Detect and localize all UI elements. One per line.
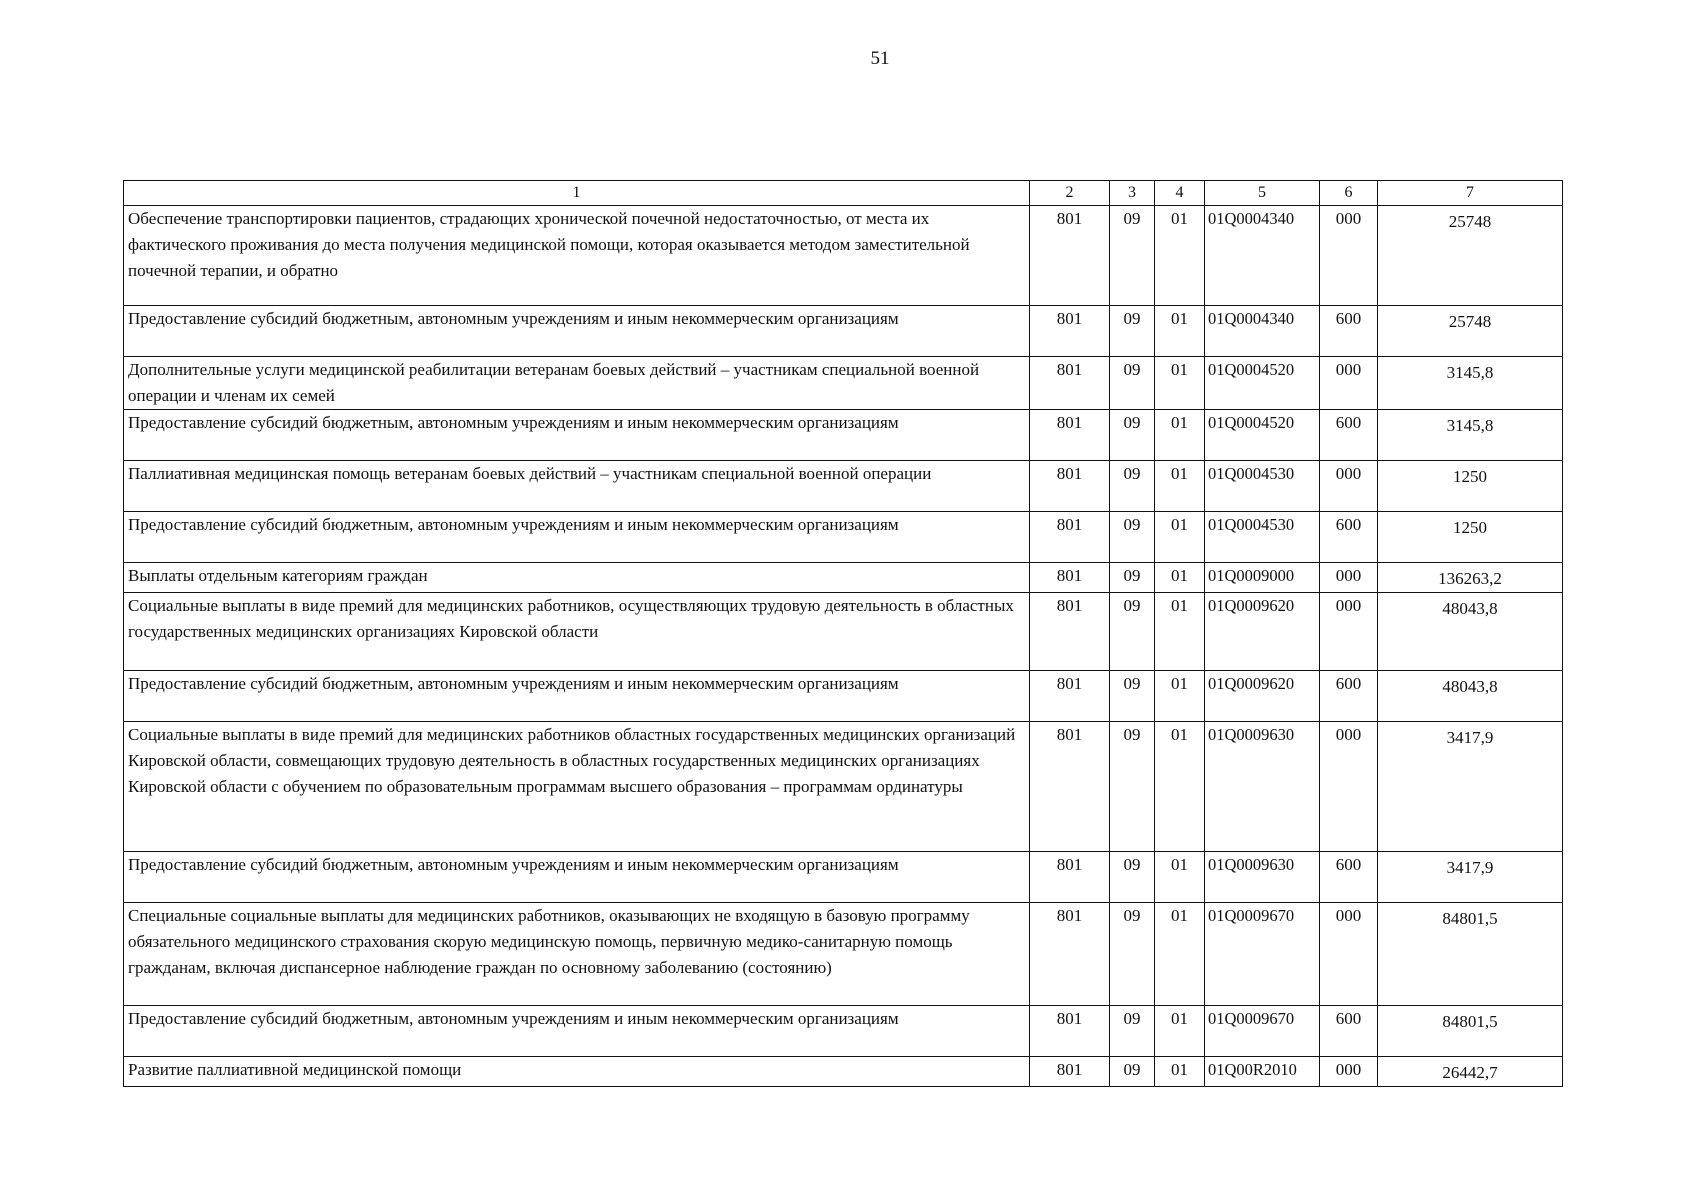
row-target-article-cell: 01Q0004530 (1205, 461, 1320, 512)
row-name-cell: Дополнительные услуги медицинской реабилитации ветеранам боевых действий – участникам специальной военной операции и членам их семей (124, 357, 1030, 410)
row-amount-cell: 1250 (1378, 461, 1563, 512)
row-name-cell: Специальные социальные выплаты для медицинских работников, оказывающих не входящую в базовую программу обязательного медицинского страхования скорую медицинскую помощь, первичную медико-санитарную помощь гражданам, включая диспансерное наблюдение граждан по основному заболеванию (состоянию) (124, 903, 1030, 1006)
row-expense-type-cell: 000 (1320, 593, 1378, 671)
row-ministry-code-cell: 801 (1030, 461, 1110, 512)
row-subsection-code-cell: 01 (1155, 306, 1205, 357)
column-header-2: 2 (1030, 181, 1110, 206)
row-section-code-cell: 09 (1110, 410, 1155, 461)
row-amount-cell: 3145,8 (1378, 410, 1563, 461)
row-section-code-cell: 09 (1110, 357, 1155, 410)
row-subsection-code-cell: 01 (1155, 410, 1205, 461)
row-target-article-cell: 01Q0009630 (1205, 722, 1320, 852)
row-name-cell: Выплаты отдельным категориям граждан (124, 563, 1030, 593)
row-target-article-cell: 01Q0009620 (1205, 671, 1320, 722)
row-section-code-cell: 09 (1110, 903, 1155, 1006)
row-name-cell: Развитие паллиативной медицинской помощи (124, 1057, 1030, 1087)
row-subsection-code-cell: 01 (1155, 1057, 1205, 1087)
row-section-code-cell: 09 (1110, 512, 1155, 563)
row-target-article-cell: 01Q0009630 (1205, 852, 1320, 903)
row-target-article-cell: 01Q0009670 (1205, 1006, 1320, 1057)
table-row (124, 410, 1563, 461)
table-row (124, 512, 1563, 563)
column-header-3: 3 (1110, 181, 1155, 206)
row-amount-cell: 84801,5 (1378, 1006, 1563, 1057)
table-row (124, 357, 1563, 410)
row-expense-type-cell: 600 (1320, 852, 1378, 903)
row-section-code-cell: 09 (1110, 852, 1155, 903)
row-ministry-code-cell: 801 (1030, 852, 1110, 903)
column-header-6: 6 (1320, 181, 1378, 206)
row-name-cell: Обеспечение транспортировки пациентов, страдающих хронической почечной недостаточностью, от места их фактического проживания до места получения медицинской помощи, которая оказывается методом заместительной почечной терапии, и обратно (124, 206, 1030, 306)
table-row (124, 1006, 1563, 1057)
row-subsection-code-cell: 01 (1155, 563, 1205, 593)
table-row (124, 306, 1563, 357)
row-name-cell: Предоставление субсидий бюджетным, автономным учреждениям и иным некоммерческим организациям (124, 852, 1030, 903)
row-ministry-code-cell: 801 (1030, 306, 1110, 357)
row-ministry-code-cell: 801 (1030, 671, 1110, 722)
table-row (124, 1057, 1563, 1087)
row-expense-type-cell: 600 (1320, 1006, 1378, 1057)
row-section-code-cell: 09 (1110, 306, 1155, 357)
row-subsection-code-cell: 01 (1155, 852, 1205, 903)
table-row (124, 903, 1563, 1006)
row-expense-type-cell: 000 (1320, 461, 1378, 512)
row-name-cell: Предоставление субсидий бюджетным, автономным учреждениям и иным некоммерческим организациям (124, 671, 1030, 722)
row-name-cell: Паллиативная медицинская помощь ветеранам боевых действий – участникам специальной военной операции (124, 461, 1030, 512)
row-name-cell: Социальные выплаты в виде премий для медицинских работников, осуществляющих трудовую деятельность в областных государственных медицинских организациях Кировской области (124, 593, 1030, 671)
row-section-code-cell: 09 (1110, 593, 1155, 671)
row-amount-cell: 136263,2 (1378, 563, 1563, 593)
row-ministry-code-cell: 801 (1030, 903, 1110, 1006)
row-amount-cell: 3417,9 (1378, 852, 1563, 903)
row-section-code-cell: 09 (1110, 461, 1155, 512)
row-subsection-code-cell: 01 (1155, 357, 1205, 410)
row-section-code-cell: 09 (1110, 722, 1155, 852)
row-amount-cell: 1250 (1378, 512, 1563, 563)
row-subsection-code-cell: 01 (1155, 593, 1205, 671)
row-name-cell: Предоставление субсидий бюджетным, автономным учреждениям и иным некоммерческим организациям (124, 512, 1030, 563)
row-subsection-code-cell: 01 (1155, 671, 1205, 722)
row-subsection-code-cell: 01 (1155, 903, 1205, 1006)
row-amount-cell: 25748 (1378, 206, 1563, 306)
row-subsection-code-cell: 01 (1155, 461, 1205, 512)
row-name-cell: Предоставление субсидий бюджетным, автономным учреждениям и иным некоммерческим организациям (124, 410, 1030, 461)
column-header-7: 7 (1378, 181, 1563, 206)
row-name-cell: Социальные выплаты в виде премий для медицинских работников областных государственных медицинских организаций Кировской области, совмещающих трудовую деятельность в областных государственных медицинских организациях Кировской области с обучением по образовательным программам высшего образования – программам ординатуры (124, 722, 1030, 852)
row-name-cell: Предоставление субсидий бюджетным, автономным учреждениям и иным некоммерческим организациям (124, 1006, 1030, 1057)
table-row (124, 593, 1563, 671)
row-target-article-cell: 01Q0004520 (1205, 357, 1320, 410)
row-target-article-cell: 01Q0009670 (1205, 903, 1320, 1006)
row-ministry-code-cell: 801 (1030, 1057, 1110, 1087)
row-section-code-cell: 09 (1110, 563, 1155, 593)
row-expense-type-cell: 600 (1320, 671, 1378, 722)
row-ministry-code-cell: 801 (1030, 410, 1110, 461)
budget-table (123, 180, 1563, 1087)
row-amount-cell: 84801,5 (1378, 903, 1563, 1006)
table-row (124, 206, 1563, 306)
row-amount-cell: 48043,8 (1378, 593, 1563, 671)
row-ministry-code-cell: 801 (1030, 357, 1110, 410)
row-ministry-code-cell: 801 (1030, 1006, 1110, 1057)
row-ministry-code-cell: 801 (1030, 206, 1110, 306)
column-header-4: 4 (1155, 181, 1205, 206)
row-target-article-cell: 01Q0004340 (1205, 206, 1320, 306)
row-expense-type-cell: 600 (1320, 410, 1378, 461)
row-amount-cell: 26442,7 (1378, 1057, 1563, 1087)
row-expense-type-cell: 600 (1320, 306, 1378, 357)
row-expense-type-cell: 000 (1320, 357, 1378, 410)
row-subsection-code-cell: 01 (1155, 722, 1205, 852)
row-ministry-code-cell: 801 (1030, 563, 1110, 593)
row-amount-cell: 48043,8 (1378, 671, 1563, 722)
row-expense-type-cell: 000 (1320, 206, 1378, 306)
row-target-article-cell: 01Q0004520 (1205, 410, 1320, 461)
row-expense-type-cell: 600 (1320, 512, 1378, 563)
column-number-row (124, 181, 1563, 206)
row-section-code-cell: 09 (1110, 1057, 1155, 1087)
row-amount-cell: 3417,9 (1378, 722, 1563, 852)
row-name-cell: Предоставление субсидий бюджетным, автономным учреждениям и иным некоммерческим организациям (124, 306, 1030, 357)
page-number: 51 (870, 48, 890, 69)
row-target-article-cell: 01Q0009000 (1205, 563, 1320, 593)
row-section-code-cell: 09 (1110, 206, 1155, 306)
row-ministry-code-cell: 801 (1030, 722, 1110, 852)
row-target-article-cell: 01Q0004530 (1205, 512, 1320, 563)
row-amount-cell: 3145,8 (1378, 357, 1563, 410)
row-target-article-cell: 01Q00R2010 (1205, 1057, 1320, 1087)
row-section-code-cell: 09 (1110, 1006, 1155, 1057)
row-ministry-code-cell: 801 (1030, 593, 1110, 671)
row-target-article-cell: 01Q0009620 (1205, 593, 1320, 671)
row-expense-type-cell: 000 (1320, 903, 1378, 1006)
table-row (124, 852, 1563, 903)
row-expense-type-cell: 000 (1320, 722, 1378, 852)
table-row (124, 671, 1563, 722)
row-expense-type-cell: 000 (1320, 1057, 1378, 1087)
row-expense-type-cell: 000 (1320, 563, 1378, 593)
row-subsection-code-cell: 01 (1155, 512, 1205, 563)
table-row (124, 461, 1563, 512)
row-target-article-cell: 01Q0004340 (1205, 306, 1320, 357)
row-amount-cell: 25748 (1378, 306, 1563, 357)
row-subsection-code-cell: 01 (1155, 206, 1205, 306)
row-ministry-code-cell: 801 (1030, 512, 1110, 563)
column-header-1: 1 (124, 181, 1030, 206)
table-row (124, 722, 1563, 852)
row-section-code-cell: 09 (1110, 671, 1155, 722)
row-subsection-code-cell: 01 (1155, 1006, 1205, 1057)
table-row (124, 563, 1563, 593)
column-header-5: 5 (1205, 181, 1320, 206)
